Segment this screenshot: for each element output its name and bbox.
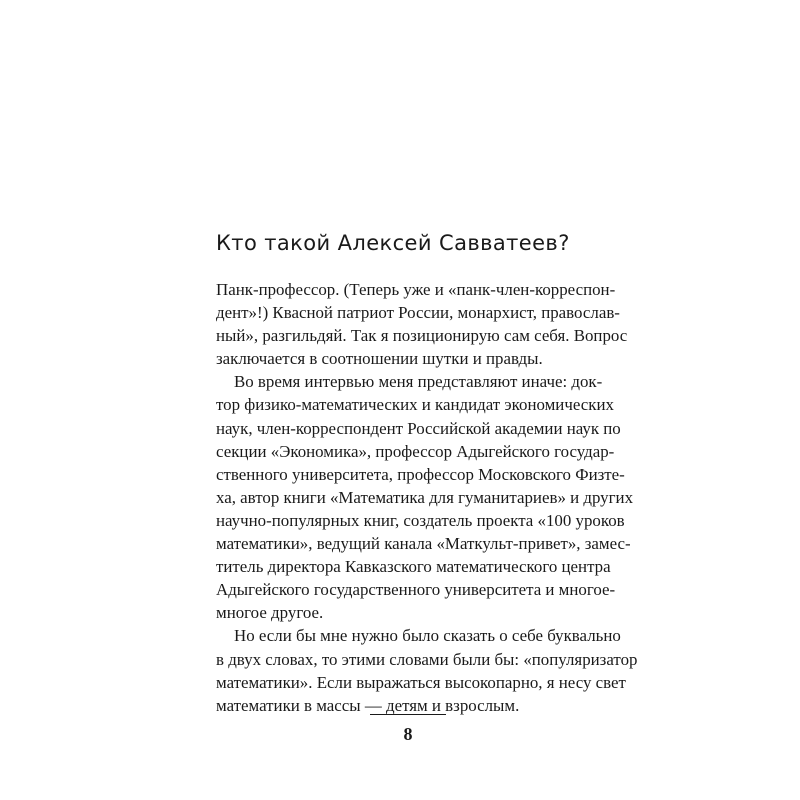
paragraph-2 <box>216 370 634 624</box>
body-text <box>216 278 638 717</box>
text-line: Во время интервью меня представляют иначе: док- <box>234 372 603 392</box>
text-line: секции «Экономика», профессор Адыгейского государ- <box>216 441 615 461</box>
text-line: Адыгейского государственного университета и многое- <box>216 580 616 600</box>
text-line: математики в массы — детям и взрослым. <box>216 695 520 715</box>
text-line: многое другое. <box>216 603 324 623</box>
text-line: ный», разгильдяй. Так я позиционирую сам себя. Вопрос <box>216 326 628 346</box>
text-line: дент»!) Квасной патриот России, монархист, православ- <box>216 303 620 323</box>
text-line: титель директора Кавказского математического центра <box>216 557 611 577</box>
text-line: наук, член-корреспондент Российской академии наук по <box>216 418 621 438</box>
paragraph-1 <box>216 278 628 370</box>
text-line: ственного университета, профессор Московского Физте- <box>216 464 625 484</box>
text-line: математики». Если выражаться высокопарно, я несу свет <box>216 672 626 692</box>
text-line: тор физико-математических и кандидат экономических <box>216 395 614 415</box>
text-line: научно-популярных книг, создатель проекта «100 уроков <box>216 510 625 530</box>
text-line: Но если бы мне нужно было сказать о себе буквально <box>234 626 621 646</box>
footer-rule <box>370 714 446 715</box>
paragraph-3 <box>216 624 638 716</box>
text-line: математики», ведущий канала «Маткульт-привет», замес- <box>216 534 631 554</box>
text-line: заключается в соотношении шутки и правды. <box>216 349 543 369</box>
chapter-heading: Кто такой Алексей Савватеев? <box>216 231 570 255</box>
text-line: ха, автор книги «Математика для гуманитариев» и других <box>216 487 634 507</box>
text-line: в двух словах, то этими словами были бы: «популяризатор <box>216 649 638 669</box>
page-number: 8 <box>403 724 413 744</box>
text-line: Панк-профессор. (Теперь уже и «панк-член-корреспон- <box>216 280 616 299</box>
